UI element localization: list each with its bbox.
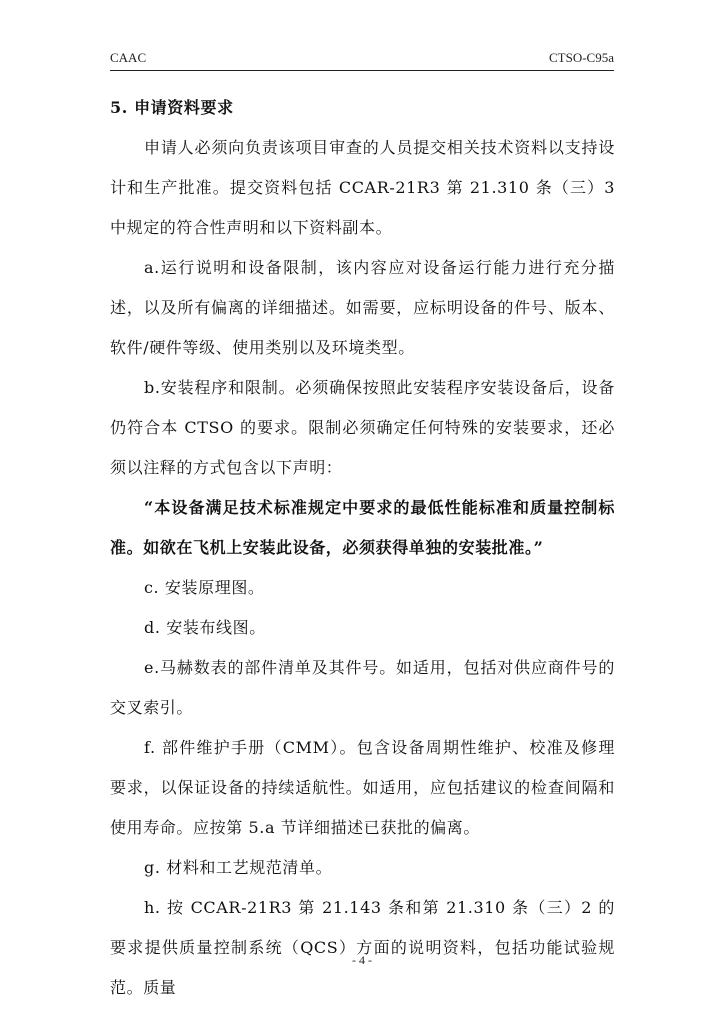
page-body	[110, 88, 615, 1008]
paragraph-f: f. 部件维护手册（CMM）。包含设备周期性维护、校准及修理要求，以保证设备的持续适航性。如适用，应包括建议的检查间隔和使用寿命。应按第 5.a 节详细描述已获批的偏离。	[110, 738, 615, 837]
paragraph-h: h. 按 CCAR-21R3 第 21.143 条和第 21.310 条（三）2 的要求提供质量控制系统（QCS）方面的说明资料，包括功能试验规范。质量	[110, 898, 615, 997]
paragraph-statement: “本设备满足技术标准规定中要求的最低性能标准和质量控制标准。如欲在飞机上安装此设备，必须获得单独的安装批准。”	[110, 498, 615, 557]
paragraph-g: g. 材料和工艺规范清单。	[144, 858, 333, 877]
paragraph-a: a.运行说明和设备限制，该内容应对设备运行能力进行充分描述，以及所有偏离的详细描述。如需要，应标明设备的件号、版本、软件/硬件等级、使用类别以及环境类型。	[110, 258, 615, 357]
paragraph-e: e.马赫数表的部件清单及其件号。如适用，包括对供应商件号的交叉索引。	[110, 658, 615, 717]
header-left-text: CAAC	[110, 50, 147, 65]
section-heading: 5. 申请资料要求	[110, 98, 234, 117]
header-right-text: CTSO-C95a	[549, 50, 614, 65]
page-number: - 4 -	[352, 953, 372, 967]
paragraph-intro: 申请人必须向负责该项目审查的人员提交相关技术资料以支持设计和生产批准。提交资料包括 CCAR-21R3 第 21.310 条（三）3 中规定的符合性声明和以下资料副本。	[110, 138, 615, 237]
page-header	[110, 50, 614, 66]
paragraph-c: c. 安装原理图。	[144, 578, 265, 597]
paragraph-b: b.安装程序和限制。必须确保按照此安装程序安装设备后，设备仍符合本 CTSO 的要求。限制必须确定任何特殊的安装要求，还必须以注释的方式包含以下声明：	[110, 378, 615, 477]
paragraph-d: d. 安装布线图。	[144, 618, 266, 637]
header-rule	[110, 70, 614, 71]
